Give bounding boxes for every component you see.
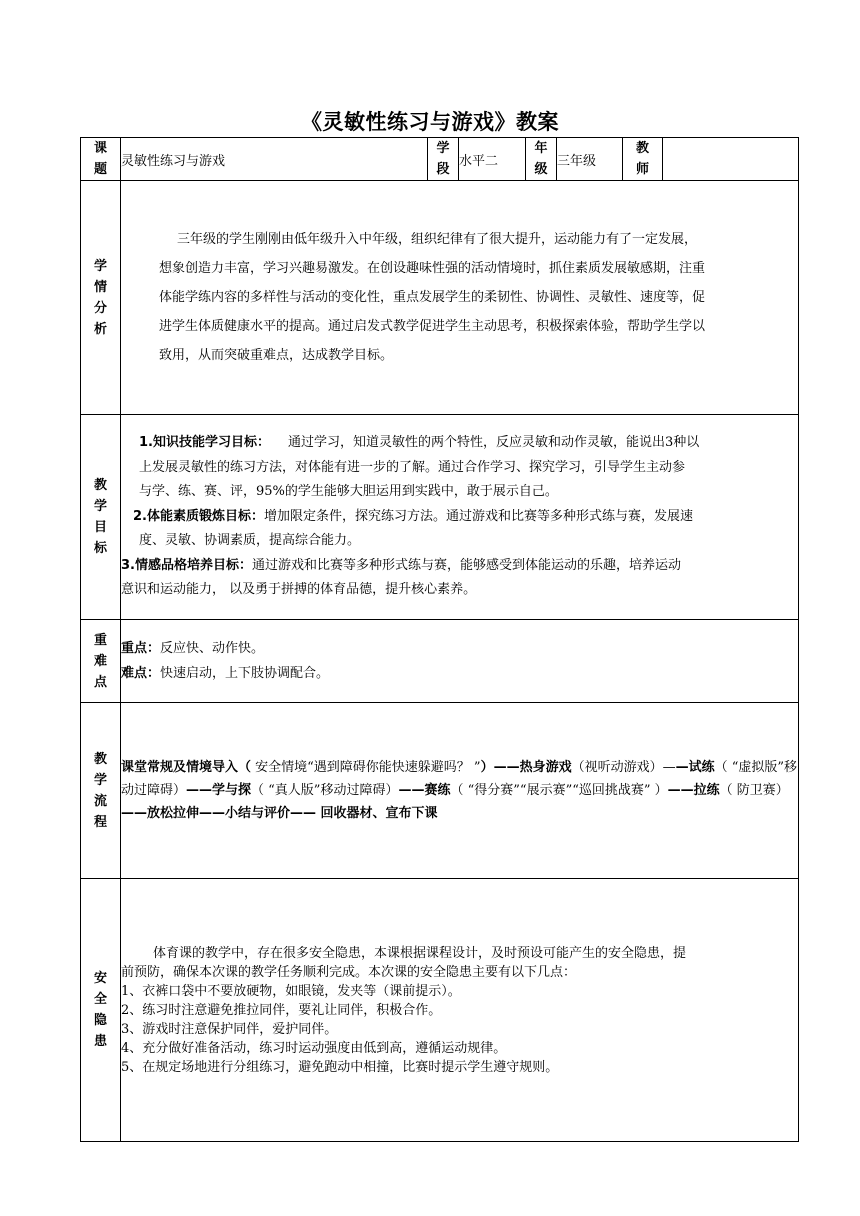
- goal-1-line-3: 与学、练、赛、评，95%的学生能够大胆运用到实践中，敢于展示自己。: [139, 484, 558, 500]
- key-points-content: [121, 620, 799, 703]
- analysis-line: 体能学练内容的多样性与活动的变化性，重点发展学生的柔韧性、协调性、灵敏性、速度等，促: [159, 290, 706, 305]
- grade-value: 三年级: [557, 138, 623, 181]
- difficulty-point: 难点：快速启动，上下肢协调配合。: [121, 666, 330, 681]
- safety-item: 2、练习时注意避免推拉同伴，要礼让同伴，积极合作。: [121, 1002, 442, 1018]
- student-analysis-row: [81, 181, 799, 415]
- key-points-label: 重 难 点: [81, 620, 121, 703]
- analysis-line: 致用，从而突破重难点，达成教学目标。: [159, 348, 394, 363]
- grade-label: 年 级: [526, 138, 557, 181]
- teaching-flow-row: [81, 703, 799, 879]
- safety-intro: 体育课的教学中，存在很多安全隐患，本课根据课程设计，及时预设可能产生的安全隐患，提: [153, 945, 687, 961]
- key-point: 重点：反应快、动作快。: [121, 641, 265, 656]
- safety-row: [81, 879, 799, 1142]
- teaching-flow-content: [121, 703, 799, 879]
- analysis-line: 想象创造力丰富，学习兴趣易激发。在创设趣味性强的活动情境时，抓住素质发展敏感期，注重: [159, 261, 706, 276]
- goal-3: 3.情感品格培养目标：通过游戏和比赛等多种形式练与赛，能够感受到体能运动的乐趣，培养运动: [121, 557, 681, 573]
- topic-label: 课 题: [81, 138, 121, 181]
- safety-item: 3、游戏时注意保护同伴，爱护同伴。: [121, 1021, 338, 1037]
- student-analysis-content: [121, 181, 799, 415]
- goal-3-line-2: 意识和运动能力， 以及勇于拼搏的体育品德，提升核心素养。: [121, 582, 477, 598]
- goal-1-line-2: 上发展灵敏性的练习方法，对体能有进一步的了解。通过合作学习、探究学习，引导学生主动参: [139, 459, 686, 475]
- document-title: 《灵敏性练习与游戏》教案: [301, 110, 559, 134]
- safety-item: 1、衣裤口袋中不要放硬物，如眼镜，发夹等（课前提示）。: [121, 983, 461, 999]
- goal-2-line-2: 度、灵敏、协调素质，提高综合能力。: [139, 533, 361, 549]
- analysis-line: 三年级的学生刚刚由低年级升入中年级，组织纪律有了很大提升，运动能力有了一定发展，: [177, 232, 698, 247]
- student-analysis-label: 学 情 分 析: [81, 181, 121, 415]
- teacher-value: [663, 138, 799, 181]
- flow-text: 课堂常规及情境导入（ 安全情境“遇到障碍你能快速躲避吗？ ”）——热身游戏（视听动游戏）——试练（ “虚拟版”移动过障碍）——学与探（ “真人版”移动过障碍）——赛练（ “得分赛”“展示赛”“巡回挑战赛” ）——拉练（ 防卫赛）——放松拉伸——小结与评价—— 回收器材、宣布下课: [121, 760, 798, 821]
- stage-label: 学 段: [428, 138, 459, 181]
- key-points-row: [81, 620, 799, 703]
- safety-item: 4、充分做好准备活动，练习时运动强度由低到高，遵循运动规律。: [121, 1040, 507, 1056]
- lesson-plan-table: [80, 137, 799, 1142]
- safety-content: [121, 879, 799, 1142]
- analysis-line: 进学生体质健康水平的提高。通过启发式教学促进学生主动思考，积极探索体验，帮助学生学以: [159, 319, 706, 334]
- stage-value: 水平二: [459, 138, 526, 181]
- teaching-goals-row: [81, 415, 799, 620]
- teaching-goals-label: 教 学 目 标: [81, 415, 121, 620]
- goal-2: 2.体能素质锻炼目标：增加限定条件，探究练习方法。通过游戏和比赛等多种形式练与赛，发展速: [133, 508, 693, 524]
- topic-value: 灵敏性练习与游戏: [121, 138, 428, 181]
- teaching-flow-label: 教 学 流 程: [81, 703, 121, 879]
- teacher-label: 教 师: [623, 138, 663, 181]
- safety-label: 安 全 隐 患: [81, 879, 121, 1142]
- teaching-goals-content: [121, 415, 799, 620]
- safety-intro-line-2: 前预防，确保本次课的教学任务顺利完成。本次课的安全隐患主要有以下几点：: [121, 964, 577, 980]
- safety-item: 5、在规定场地进行分组练习，避免跑动中相撞，比赛时提示学生遵守规则。: [121, 1059, 559, 1075]
- header-row: [81, 138, 799, 181]
- goal-1: 1.知识技能学习目标： 通过学习，知道灵敏性的两个特性，反应灵敏和动作灵敏，能说出3种以: [139, 435, 700, 451]
